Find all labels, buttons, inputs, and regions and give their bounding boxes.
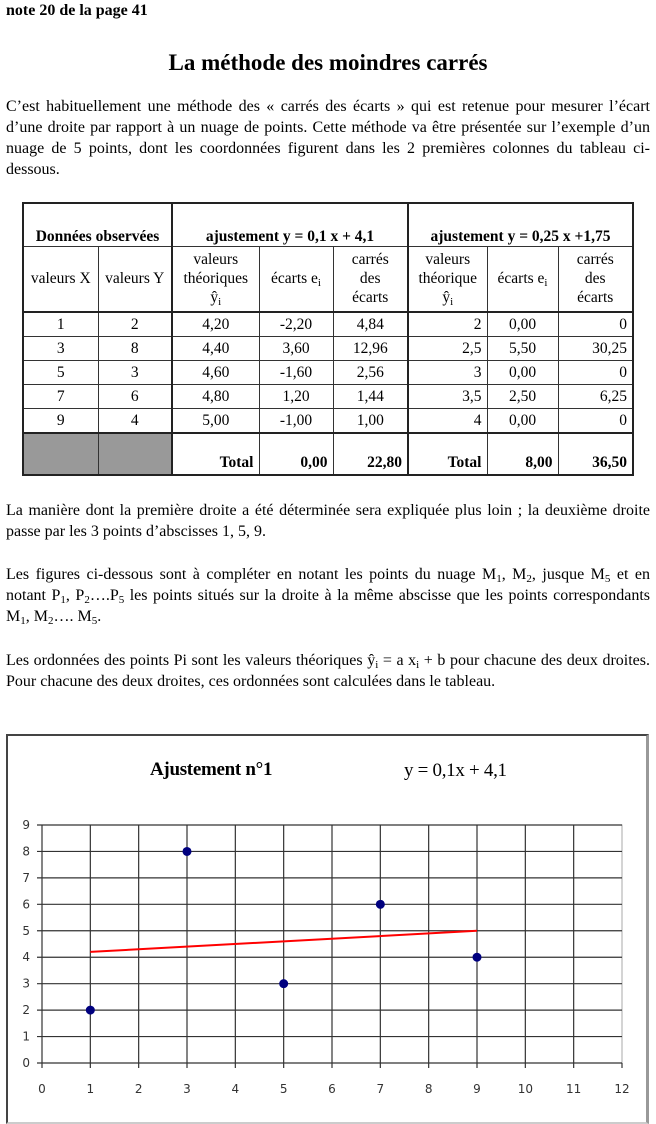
cell-c2: 0 xyxy=(558,312,633,337)
header-fit-2: ajustement y = 0,25 x +1,75 xyxy=(408,203,633,246)
cell-c1: 4,84 xyxy=(333,312,408,337)
y-tick-label: 6 xyxy=(22,897,30,912)
y-tick-label: 3 xyxy=(22,976,30,991)
x-tick-label: 0 xyxy=(38,1082,46,1096)
y-tick-label: 7 xyxy=(22,870,30,885)
cell-yhat2: 3 xyxy=(408,361,487,385)
col-y: valeurs Y xyxy=(98,246,172,312)
data-point xyxy=(86,1006,95,1015)
cell-yhat2: 2,5 xyxy=(408,337,487,361)
x-tick-label: 4 xyxy=(231,1082,240,1096)
cell-e1: -1,00 xyxy=(259,409,333,434)
header-observed-data: Données observées xyxy=(23,203,172,246)
chart-title: Ajustement n°1 xyxy=(150,759,273,780)
cell-yhat2: 2 xyxy=(408,312,487,337)
cell-c1: 2,56 xyxy=(333,361,408,385)
x-tick-label: 6 xyxy=(328,1082,336,1096)
x-tick-label: 3 xyxy=(183,1082,191,1096)
data-point xyxy=(279,979,288,988)
cell-e1: 3,60 xyxy=(259,337,333,361)
y-tick-label: 4 xyxy=(22,950,30,965)
cell-yhat1: 4,40 xyxy=(172,337,259,361)
y-tick-label: 9 xyxy=(22,818,30,832)
cell-e2: 0,00 xyxy=(487,312,558,337)
col-x: valeurs X xyxy=(23,246,98,312)
cell-c2: 0 xyxy=(558,361,633,385)
y-tick-label: 5 xyxy=(22,923,30,938)
note-reference: note 20 de la page 41 xyxy=(6,2,148,19)
cell-x: 5 xyxy=(23,361,98,385)
x-tick-label: 1 xyxy=(86,1082,95,1096)
x-tick-label: 7 xyxy=(376,1082,385,1096)
x-tick-label: 11 xyxy=(566,1082,582,1096)
col-yhat-2: valeurs théorique $ŷ_i$ xyxy=(408,246,487,312)
y-tick-label: 0 xyxy=(22,1056,30,1070)
cell-yhat1: 4,60 xyxy=(172,361,259,385)
cell-e2: 0,00 xyxy=(487,409,558,434)
cell-e2: 0,00 xyxy=(487,361,558,385)
cell-y: 2 xyxy=(98,312,172,337)
y-tick-label: 2 xyxy=(22,1003,30,1018)
cell-y: 3 xyxy=(98,361,172,385)
data-point xyxy=(376,900,385,909)
cell-e1: -1,60 xyxy=(259,361,333,385)
total-ecarts-2: 8,00 xyxy=(487,433,558,475)
cell-x: 3 xyxy=(23,337,98,361)
cell-y: 8 xyxy=(98,337,172,361)
col-yhat-1: valeurs théoriques $ŷ_i$ xyxy=(172,246,259,312)
y-tick-label: 8 xyxy=(22,844,30,859)
data-point xyxy=(183,847,192,856)
x-tick-label: 9 xyxy=(473,1082,481,1096)
chart-equation: y = 0,1x + 4,1 xyxy=(404,760,507,781)
x-tick-label: 12 xyxy=(614,1082,630,1096)
intro-paragraph: C’est habituellement une méthode des « carrés des écarts » qui est retenue pour mesurer l’écart d’une droite par rapport à un nuage de points. Cette méthode va être présentée sur l’exemple d’un nuage de 5 points, dont les coordonnées figurent dans les 2 premières colonnes du tableau ci-dessous. xyxy=(6,98,650,178)
cell-x: 7 xyxy=(23,385,98,409)
cell-yhat2: 4 xyxy=(408,409,487,434)
total-ecarts-1: 0,00 xyxy=(259,433,333,475)
cell-y: 4 xyxy=(98,409,172,434)
cell-e1: 1,20 xyxy=(259,385,333,409)
cell-yhat2: 3,5 xyxy=(408,385,487,409)
cell-c1: 1,00 xyxy=(333,409,408,434)
cell-yhat1: 4,80 xyxy=(172,385,259,409)
col-carres-2: carrés des écarts xyxy=(558,246,633,312)
cell-y: 6 xyxy=(98,385,172,409)
y-tick-label: 1 xyxy=(22,1029,30,1044)
x-tick-label: 8 xyxy=(424,1082,433,1096)
cell-c2: 0 xyxy=(558,409,633,434)
page-title: La méthode des moindres carrés xyxy=(168,50,488,75)
cell-x: 9 xyxy=(23,409,98,434)
total-carres-2: 36,50 xyxy=(558,433,633,475)
x-tick-label: 10 xyxy=(517,1082,533,1096)
cell-c2: 6,25 xyxy=(558,385,633,409)
total-label-1: Total xyxy=(172,433,259,475)
total-carres-1: 22,80 xyxy=(333,433,408,475)
cell-yhat1: 4,20 xyxy=(172,312,259,337)
cell-e2: 5,50 xyxy=(487,337,558,361)
x-tick-label: 5 xyxy=(279,1082,288,1096)
total-label-2: Total xyxy=(408,433,487,475)
paragraph-instructions: Les figures ci-dessous sont à compléter en notant les points du nuage $M_1$, $M_2$, jusque $M_5$ et en notant $P_1$, $P_2\dots.P_5$ les points situés sur la droite à la même abscisse que les points correspondants $M_1$, $M_2\dots$. $M_5$. xyxy=(6,566,651,627)
data-point xyxy=(473,953,482,962)
cell-x: 1 xyxy=(23,312,98,337)
header-fit-1: ajustement y = 0,1 x + 4,1 xyxy=(172,203,408,246)
cell-yhat1: 5,00 xyxy=(172,409,259,434)
cell-c1: 12,96 xyxy=(333,337,408,361)
col-ecarts-1: écarts $e_i$ xyxy=(259,246,333,312)
x-tick-label: 2 xyxy=(134,1082,143,1096)
cell-e2: 2,50 xyxy=(487,385,558,409)
paragraph-theoretical-values: Les ordonnées des points Pi sont les valeurs théoriques $ŷ_i = a$ $x_i + b$ pour chacune des deux droites. Pour chacune des deux droites, ces ordonnées sont calculées dans le tableau. xyxy=(6,652,650,690)
col-ecarts-2: écarts $e_i$ xyxy=(487,246,558,312)
cell-c2: 30,25 xyxy=(558,337,633,361)
paragraph-explanation: La manière dont la première droite a été déterminée sera expliquée plus loin ; la deuxième droite passe par les 3 points d’abscisses 1, 5, 9. xyxy=(6,502,650,540)
col-carres-1: carrés des écarts xyxy=(333,246,408,312)
cell-e1: -2,20 xyxy=(259,312,333,337)
cell-c1: 1,44 xyxy=(333,385,408,409)
